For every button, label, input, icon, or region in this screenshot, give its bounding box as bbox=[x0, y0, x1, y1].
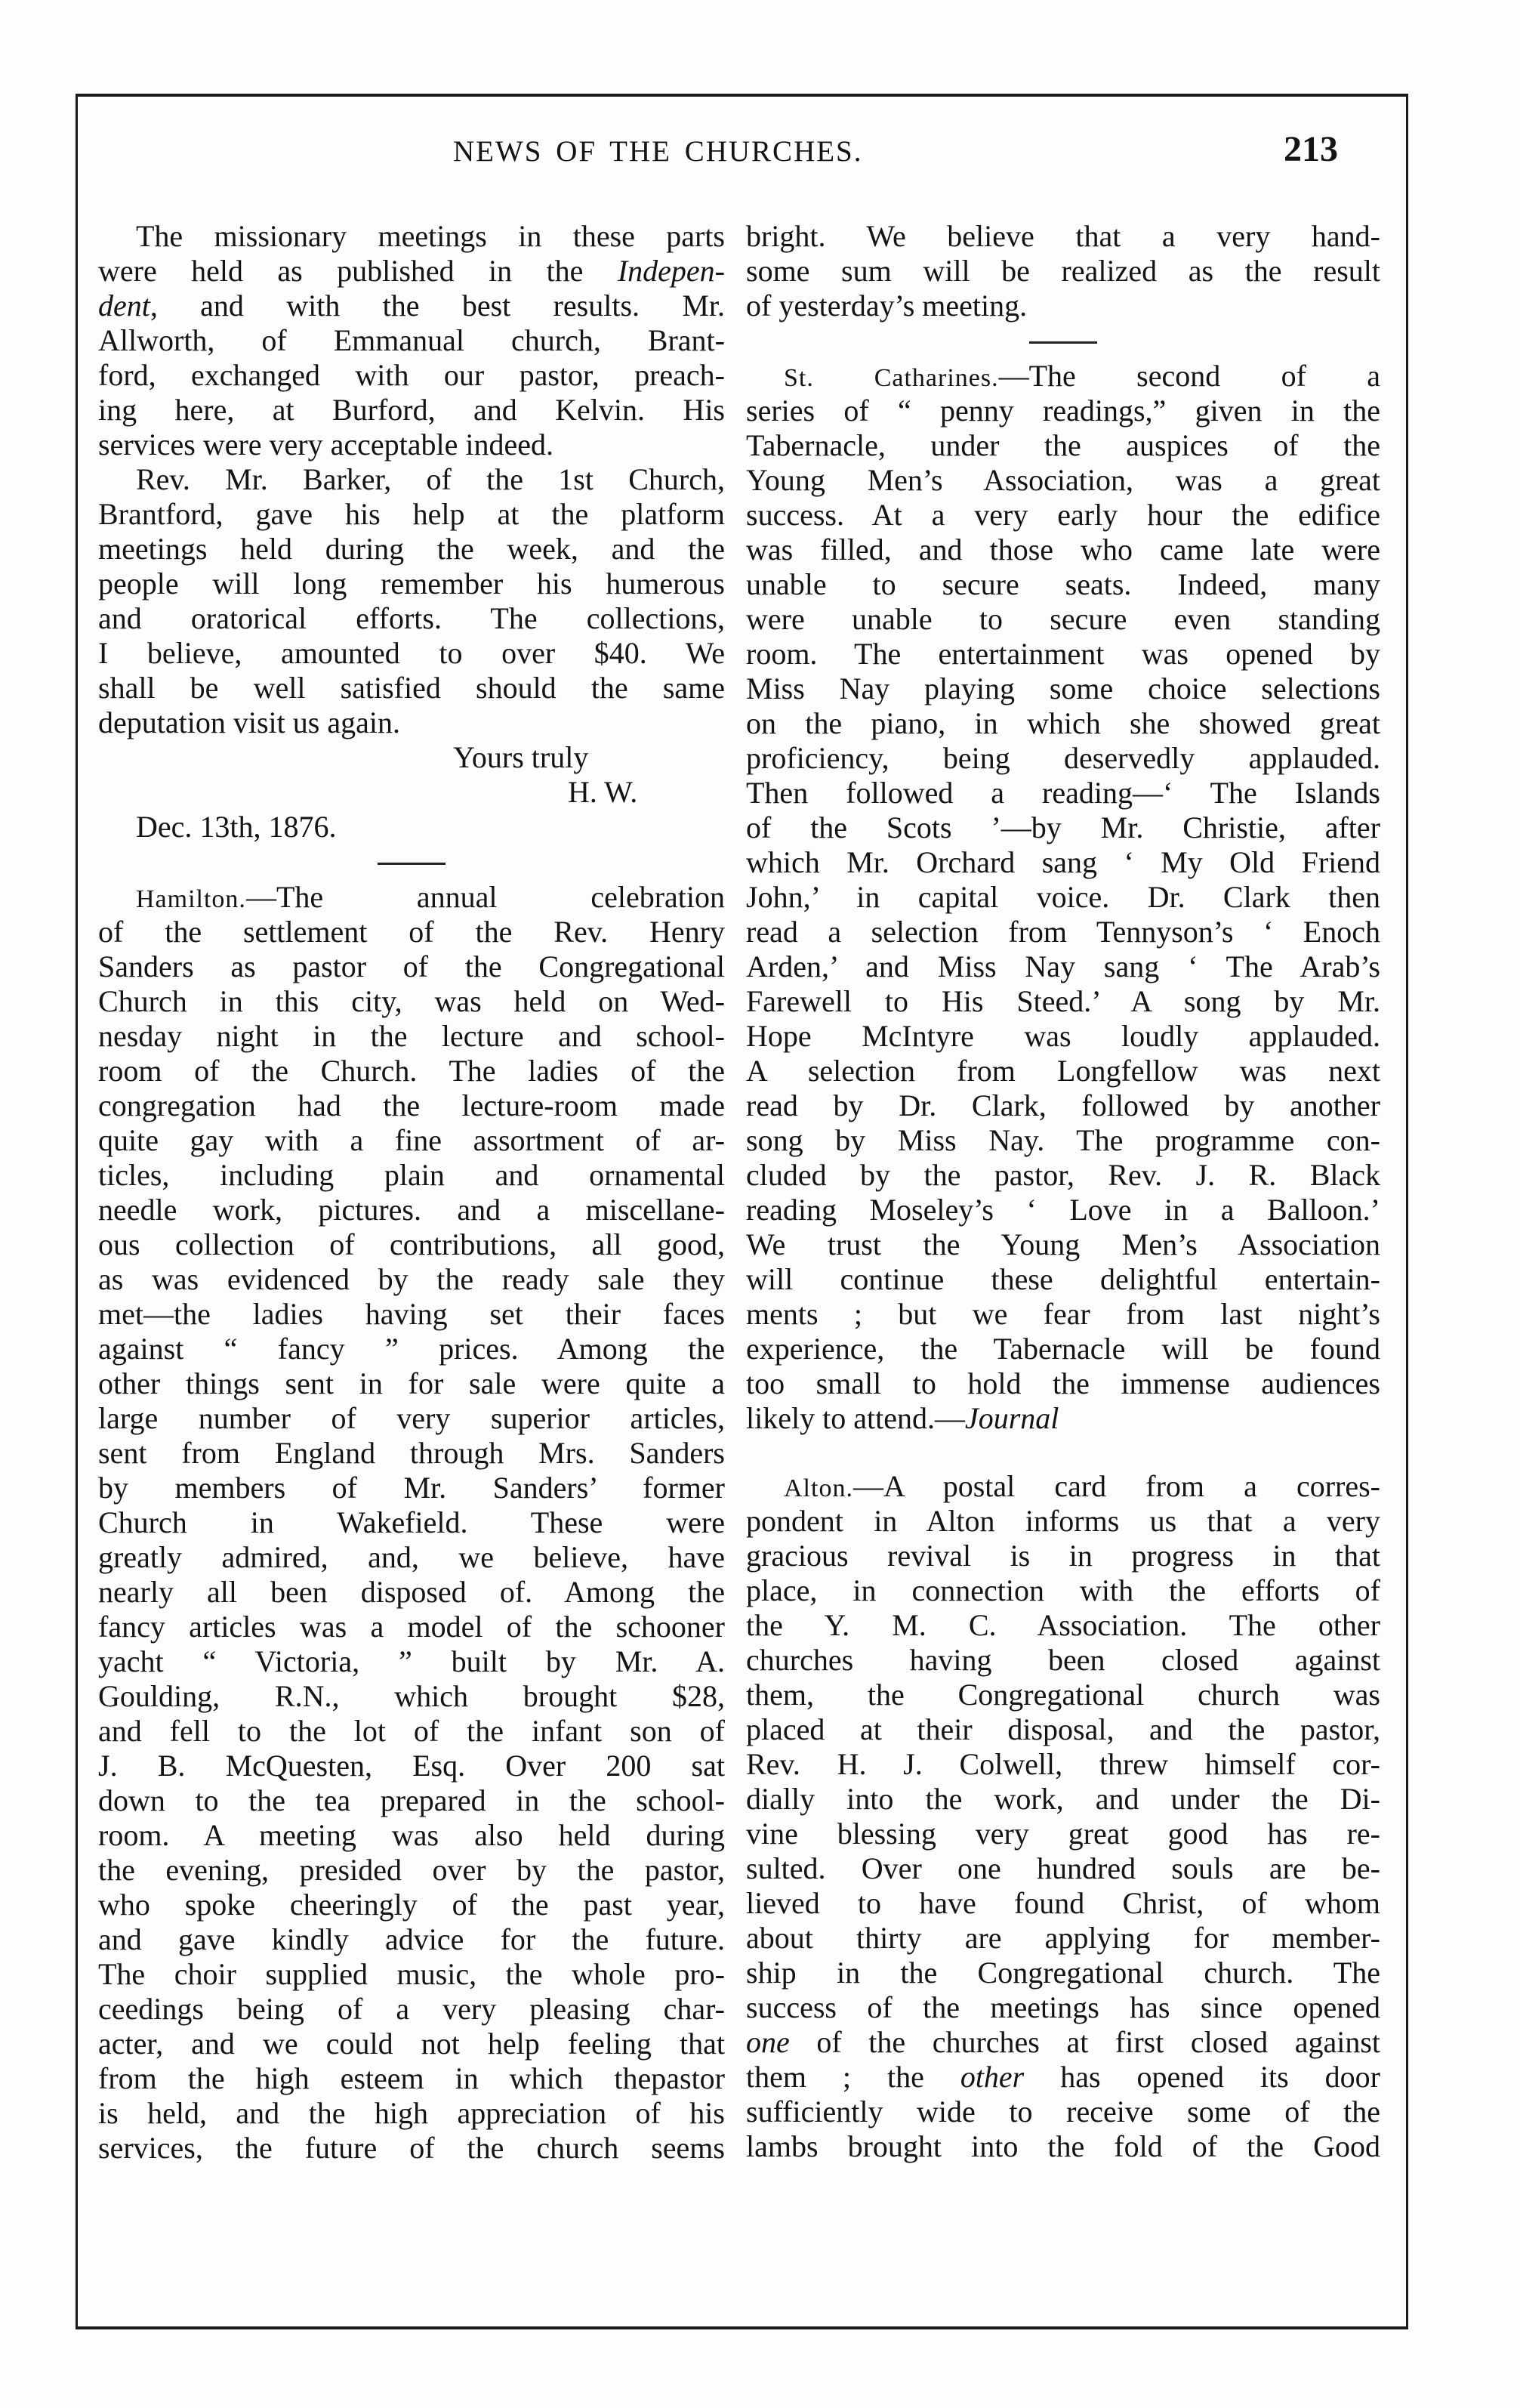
text-line: I believe, amounted to over $40. We bbox=[98, 636, 725, 670]
text-line: Farewell to His Steed.’ A song by Mr. bbox=[746, 984, 1380, 1018]
text-line: dially into the work, and under the Di- bbox=[746, 1782, 1380, 1816]
text-line: proficiency, being deservedly applauded. bbox=[746, 741, 1380, 775]
text-line: reading Moseley’s ‘ Love in a Balloon.’ bbox=[746, 1193, 1380, 1227]
text-line: cluded by the pastor, Rev. J. R. Black bbox=[746, 1158, 1380, 1192]
text-line: from the high esteem in which thepastor bbox=[98, 2061, 725, 2095]
text-line: sent from England through Mrs. Sanders bbox=[98, 1436, 725, 1470]
section-gap bbox=[746, 1436, 1380, 1453]
text-line: unable to secure seats. Indeed, many bbox=[746, 567, 1380, 601]
section-gap bbox=[746, 1453, 1380, 1469]
frame-left-rule bbox=[76, 94, 78, 2329]
text-line: placed at their disposal, and the pastor, bbox=[746, 1712, 1380, 1746]
text-line: Alton.—A postal card from a corres- bbox=[784, 1469, 1380, 1503]
text-line: some sum will be realized as the result bbox=[746, 254, 1380, 288]
text-line: met—the ladies having set their faces bbox=[98, 1297, 725, 1331]
text-line: and oratorical efforts. The collections, bbox=[98, 601, 725, 635]
text-line: ing here, at Burford, and Kelvin. His bbox=[98, 393, 725, 427]
text-line: gracious revival is in progress in that bbox=[746, 1539, 1380, 1573]
text-line: ments ; but we fear from last night’s bbox=[746, 1297, 1380, 1331]
text-line: of the Scots ’—by Mr. Christie, after bbox=[746, 810, 1380, 844]
text-line: ous collection of contributions, all good, bbox=[98, 1227, 725, 1261]
text-line: and fell to the lot of the infant son of bbox=[98, 1714, 725, 1748]
text-line: Allworth, of Emmanual church, Brant- bbox=[98, 323, 725, 357]
text-line: shall be well satisfied should the same bbox=[98, 671, 725, 705]
text-line: the Y. M. C. Association. The other bbox=[746, 1608, 1380, 1642]
text-line: is held, and the high appreciation of his bbox=[98, 2096, 725, 2130]
text-line: Rev. Mr. Barker, of the 1st Church, bbox=[136, 462, 725, 496]
running-head: NEWS OF THE CHURCHES. bbox=[453, 135, 863, 168]
text-line: fancy articles was a model of the schooner bbox=[98, 1610, 725, 1644]
text-line: J. B. McQuesten, Esq. Over 200 sat bbox=[98, 1749, 725, 1783]
text-line: them, the Congregational church was bbox=[746, 1678, 1380, 1712]
text-line: the evening, presided over by the pastor, bbox=[98, 1853, 725, 1887]
text-line: ford, exchanged with our pastor, preach- bbox=[98, 358, 725, 392]
section-heading-hamilton: Hamilton. bbox=[136, 885, 246, 913]
text-line: bright. We believe that a very hand- bbox=[746, 219, 1380, 253]
text-line: Church in this city, was held on Wed- bbox=[98, 984, 725, 1018]
text-line: We trust the Young Men’s Association bbox=[746, 1227, 1380, 1261]
text-line: Hope McIntyre was loudly applauded. bbox=[746, 1019, 1380, 1053]
text-line: pondent in Alton informs us that a very bbox=[746, 1504, 1380, 1538]
text-line: quite gay with a fine assortment of ar- bbox=[98, 1123, 725, 1157]
section-heading-st-catharines: St. Catharines. bbox=[784, 364, 999, 392]
text-line: will continue these delightful entertain- bbox=[746, 1262, 1380, 1296]
text-line: acter, and we could not help feeling that bbox=[98, 2027, 725, 2061]
text-line: success. At a very early hour the edifice bbox=[746, 498, 1380, 532]
dateline: Dec. 13th, 1876. bbox=[136, 810, 337, 844]
text-line: down to the tea prepared in the school- bbox=[98, 1783, 725, 1817]
text-line: against “ fancy ” prices. Among the bbox=[98, 1332, 725, 1366]
text-line: meetings held during the week, and the bbox=[98, 532, 725, 566]
text-line: read by Dr. Clark, followed by another bbox=[746, 1088, 1380, 1122]
text-line: experience, the Tabernacle will be found bbox=[746, 1332, 1380, 1366]
text-line: Sanders as pastor of the Congregational bbox=[98, 949, 725, 983]
signature-initials: H. W. bbox=[568, 775, 638, 809]
text-line: ticles, including plain and ornamental bbox=[98, 1158, 725, 1192]
signoff: Yours truly bbox=[453, 740, 589, 774]
section-divider bbox=[378, 863, 446, 865]
section-heading-alton: Alton. bbox=[784, 1474, 853, 1502]
text-line: about thirty are applying for member- bbox=[746, 1921, 1380, 1955]
text-line: room. The entertainment was opened by bbox=[746, 637, 1380, 671]
text-line: Brantford, gave his help at the platform bbox=[98, 497, 725, 531]
text-line: Hamilton.—The annual celebration bbox=[136, 880, 725, 914]
text-line: other things sent in for sale were quite a bbox=[98, 1366, 725, 1400]
text-line: nesday night in the lecture and school- bbox=[98, 1019, 725, 1053]
text-line: was filled, and those who came late were bbox=[746, 533, 1380, 566]
text-line: lambs brought into the fold of the Good bbox=[746, 2129, 1380, 2163]
text-line: likely to attend.—Journal bbox=[746, 1401, 1059, 1435]
text-line: of yesterday’s meeting. bbox=[746, 289, 1028, 323]
text-line: read a selection from Tennyson’s ‘ Enoch bbox=[746, 915, 1380, 949]
text-line: which Mr. Orchard sang ‘ My Old Friend bbox=[746, 845, 1380, 879]
text-line: John,’ in capital voice. Dr. Clark then bbox=[746, 880, 1380, 914]
text-line: greatly admired, and, we believe, have bbox=[98, 1540, 725, 1574]
text-line: on the piano, in which she showed great bbox=[746, 706, 1380, 740]
text-line: vine blessing very great good has re- bbox=[746, 1817, 1380, 1851]
text-line: dent, and with the best results. Mr. bbox=[98, 289, 725, 323]
text-line: Then followed a reading—‘ The Islands bbox=[746, 776, 1380, 810]
text-line: sufficiently wide to receive some of the bbox=[746, 2095, 1380, 2129]
text-line: deputation visit us again. bbox=[98, 705, 400, 739]
section-divider bbox=[1029, 341, 1097, 344]
text-line: St. Catharines.—The second of a bbox=[784, 359, 1380, 393]
right-column bbox=[746, 219, 1380, 2164]
text-line: by members of Mr. Sanders’ former bbox=[98, 1471, 725, 1505]
text-line: Miss Nay playing some choice selections bbox=[746, 671, 1380, 705]
text-line: nearly all been disposed of. Among the bbox=[98, 1575, 725, 1609]
text-line: song by Miss Nay. The programme con- bbox=[746, 1123, 1380, 1157]
text-line: of the settlement of the Rev. Henry bbox=[98, 915, 725, 949]
text-line: services were very acceptable indeed. bbox=[98, 428, 553, 462]
text-line: and gave kindly advice for the future. bbox=[98, 1922, 725, 1956]
text-line: lieved to have found Christ, of whom bbox=[746, 1886, 1380, 1920]
source-attribution: Journal bbox=[964, 1401, 1059, 1435]
text-line: were unable to secure even standing bbox=[746, 602, 1380, 636]
frame-top-rule bbox=[76, 94, 1408, 97]
text-line: Church in Wakefield. These were bbox=[98, 1505, 725, 1539]
text-line: needle work, pictures. and a miscellane- bbox=[98, 1193, 725, 1227]
left-column bbox=[98, 219, 725, 2166]
text-line: The missionary meetings in these parts bbox=[136, 219, 725, 253]
frame-bottom-rule bbox=[76, 2326, 1408, 2329]
text-line: place, in connection with the efforts of bbox=[746, 1573, 1380, 1607]
text-line: yacht “ Victoria, ” built by Mr. A. bbox=[98, 1644, 725, 1678]
text-line: Goulding, R.N., which brought $28, bbox=[98, 1679, 725, 1713]
text-line: The choir supplied music, the whole pro- bbox=[98, 1957, 725, 1991]
text-line: success of the meetings has since opened bbox=[746, 1990, 1380, 2024]
text-line: Young Men’s Association, was a great bbox=[746, 463, 1380, 497]
text-line: people will long remember his humerous bbox=[98, 566, 725, 600]
text-line: room. A meeting was also held during bbox=[98, 1818, 725, 1852]
text-line: congregation had the lecture-room made bbox=[98, 1088, 725, 1122]
text-line: who spoke cheeringly of the past year, bbox=[98, 1888, 725, 1922]
text-line: large number of very superior articles, bbox=[98, 1401, 725, 1435]
text-line: Arden,’ and Miss Nay sang ‘ The Arab’s bbox=[746, 949, 1380, 983]
frame-right-rule bbox=[1406, 94, 1408, 2329]
text-line: were held as published in the Indepen- bbox=[98, 254, 725, 288]
text-line: sulted. Over one hundred souls are be- bbox=[746, 1851, 1380, 1885]
text-line: one of the churches at first closed against bbox=[746, 2025, 1380, 2059]
text-line: series of “ penny readings,” given in the bbox=[746, 394, 1380, 428]
text-line: churches having been closed against bbox=[746, 1643, 1380, 1677]
text-line: room of the Church. The ladies of the bbox=[98, 1054, 725, 1088]
text-line: ceedings being of a very pleasing char- bbox=[98, 1992, 725, 2026]
text-line: Tabernacle, under the auspices of the bbox=[746, 428, 1380, 462]
text-line: services, the future of the church seems bbox=[98, 2131, 725, 2165]
text-line: A selection from Longfellow was next bbox=[746, 1054, 1380, 1088]
page-number: 213 bbox=[1284, 129, 1338, 169]
text-line: too small to hold the immense audiences bbox=[746, 1366, 1380, 1400]
text-line: Rev. H. J. Colwell, threw himself cor- bbox=[746, 1747, 1380, 1781]
text-line: them ; the other has opened its door bbox=[746, 2060, 1380, 2094]
text-line: as was evidenced by the ready sale they bbox=[98, 1262, 725, 1296]
text-line: ship in the Congregational church. The bbox=[746, 1956, 1380, 1990]
